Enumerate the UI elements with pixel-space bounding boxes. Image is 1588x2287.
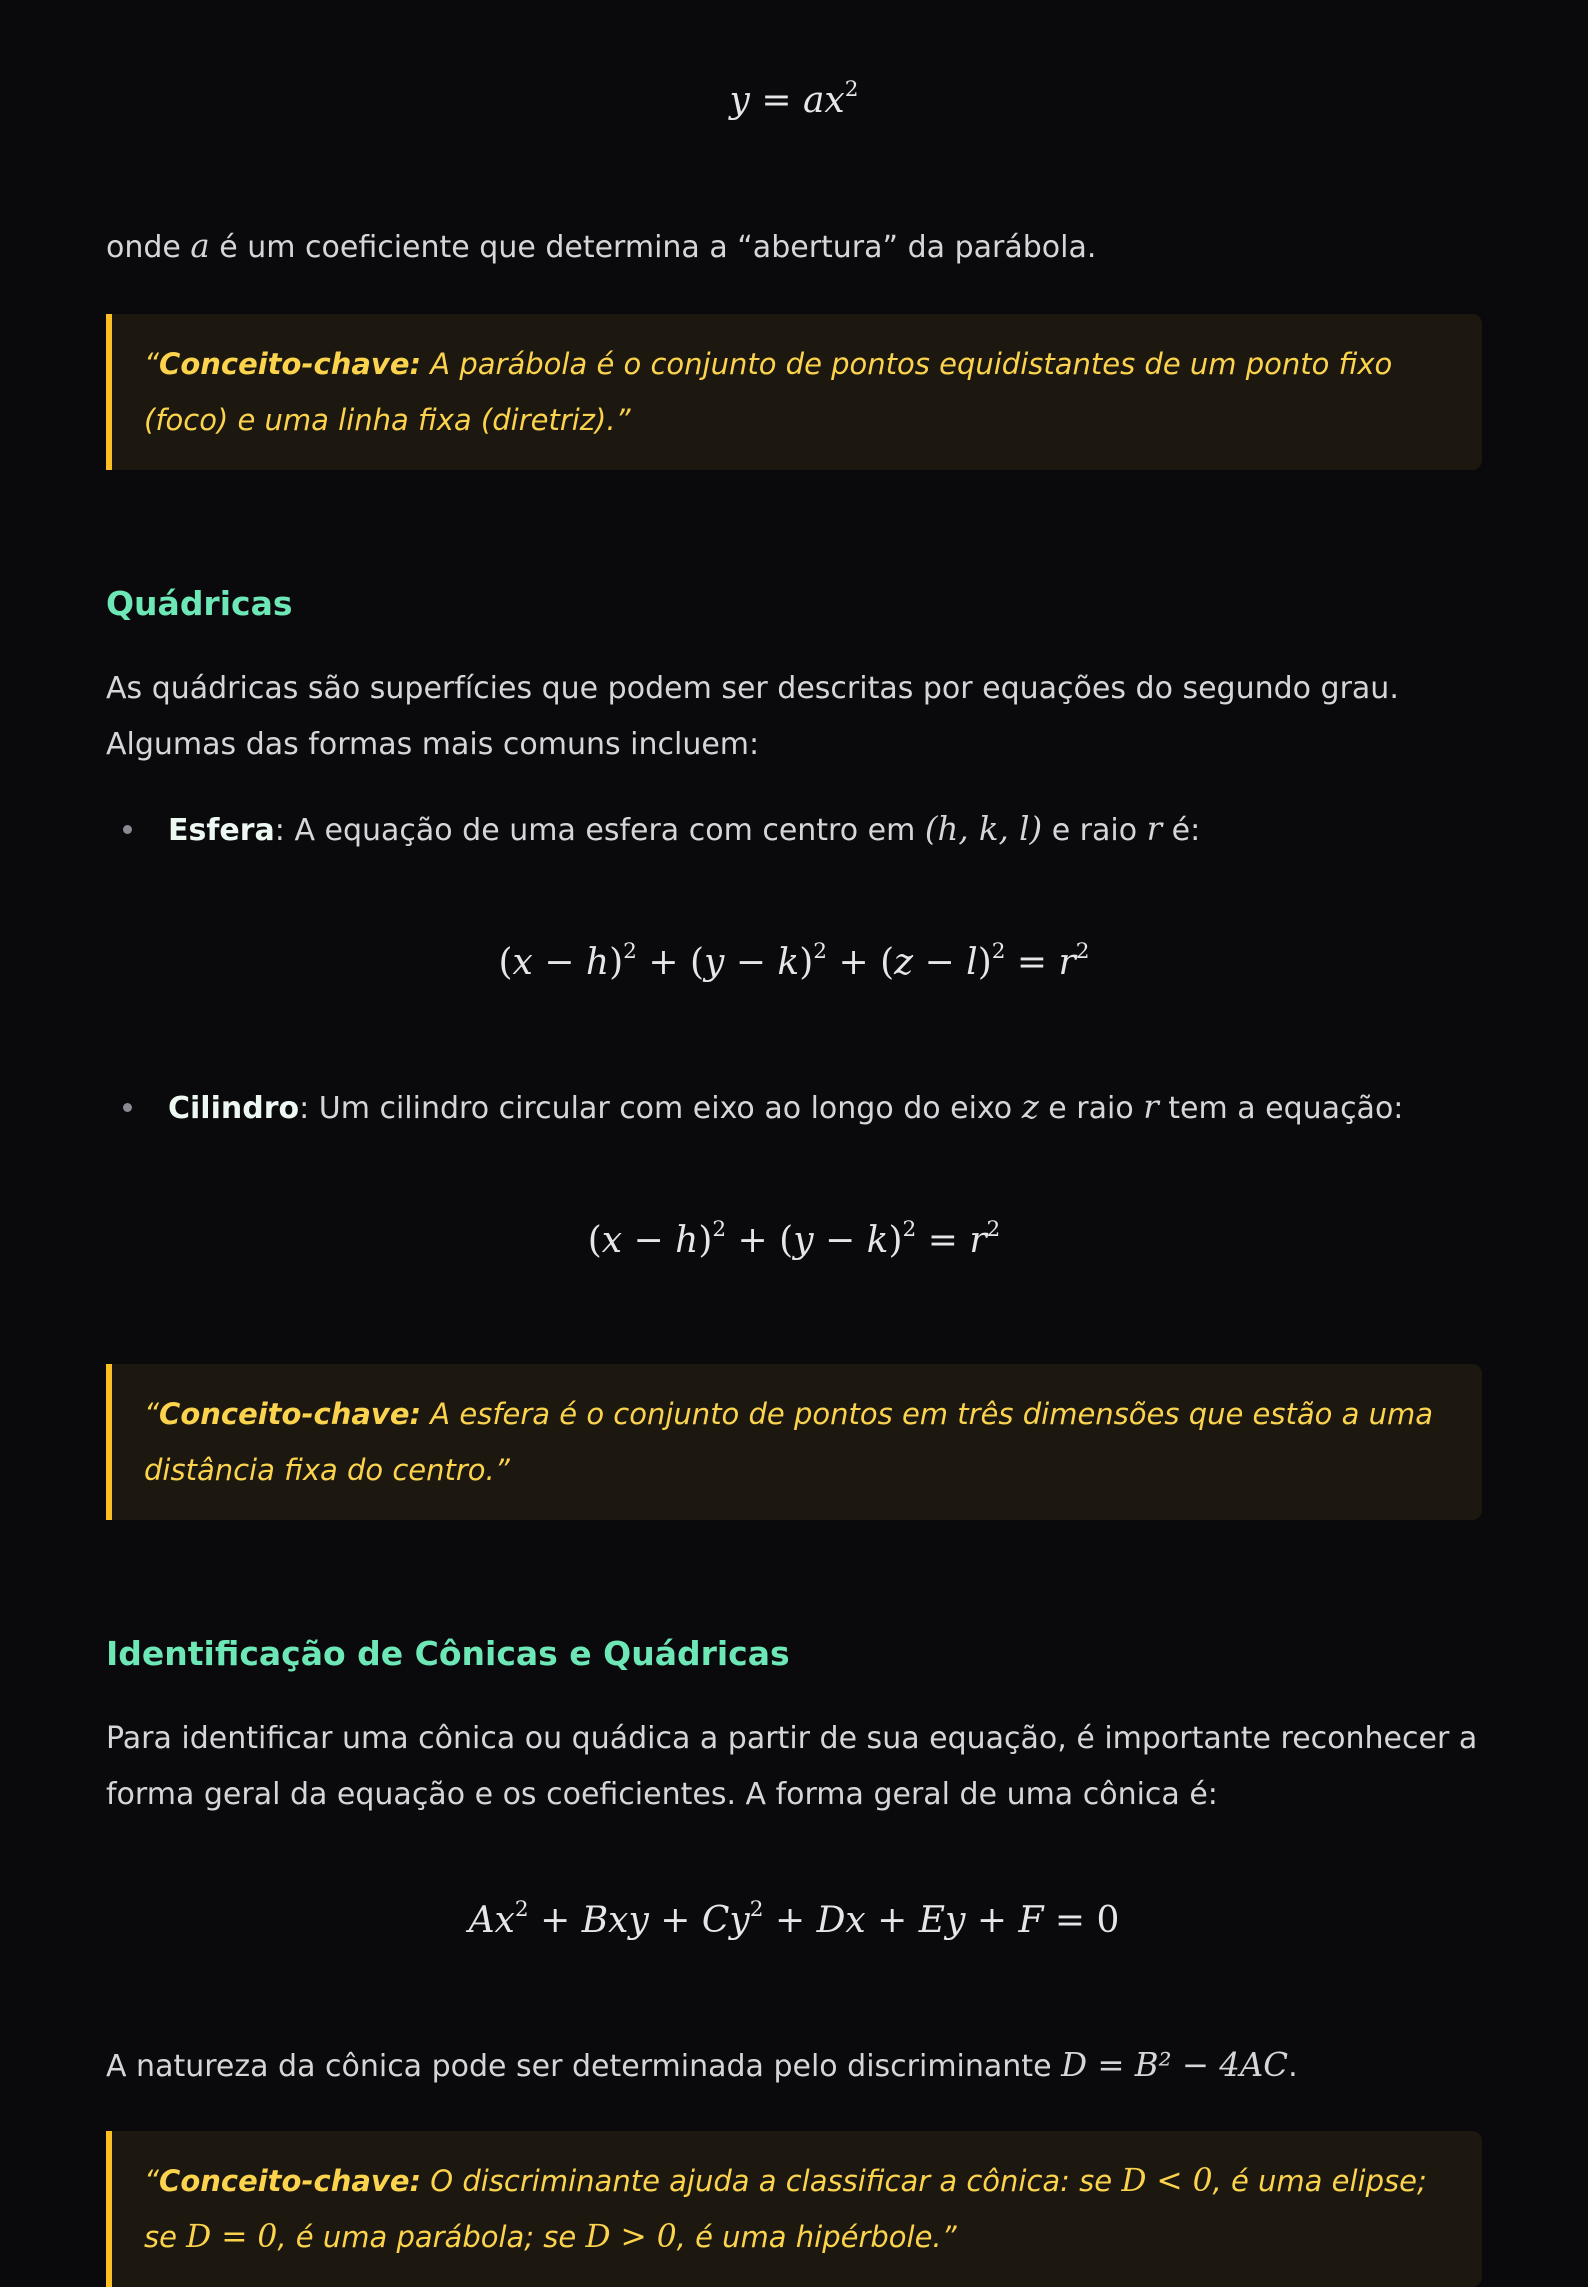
callout-text: A parábola é o conjunto de pontos equidistantes de um ponto fixo (foco) e uma linha fixa (diretriz).” xyxy=(144,347,1393,437)
quote-mark: “ xyxy=(144,347,160,381)
callout-text: , é uma elipse; se xyxy=(144,2164,1427,2254)
bullet-text: tem a equação: xyxy=(1158,1091,1404,1126)
callout-text: A esfera é o conjunto de pontos em três dimensões que estão a uma distância fixa do centro.” xyxy=(144,1397,1433,1487)
bullet-dot xyxy=(123,1103,132,1112)
equation-esfera: $(x - h)^2 + (y - k)^2 + (z - l)^2 = r^2$ xyxy=(498,938,1090,983)
bullet-label: Cilindro xyxy=(168,1091,300,1126)
condition-hiperbole: D > 0 xyxy=(585,2219,677,2255)
bullet-dot xyxy=(123,825,132,834)
heading-identificacao: Identificação de Cônicas e Quádricas xyxy=(106,1634,790,1673)
list-item-esfera xyxy=(106,801,1482,859)
sphere-radius: r xyxy=(1146,810,1163,848)
bullet-label: Esfera xyxy=(168,813,275,848)
variable-a: a xyxy=(190,227,210,265)
callout-label: Conceito-chave: xyxy=(159,347,422,381)
equation-conica: $Ax^2$ + Bxy + $Cy^2 + Dx + Ey + F = 0$ xyxy=(468,1896,1120,1941)
equation-parabola: $y = ax^2$ xyxy=(729,76,859,121)
callout-label: Conceito-chave: xyxy=(159,2164,422,2198)
bullet-text: é: xyxy=(1162,813,1201,848)
quadricas-intro: As quádricas são superfícies que podem ser descritas por equações do segundo grau. Algumas das formas mais comuns incluem: xyxy=(106,671,1399,762)
parabola-note xyxy=(106,218,1482,276)
parabola-note-text-end: é um coeficiente que determina a “abertura” da parábola. xyxy=(209,230,1097,265)
identificacao-intro: Para identificar uma cônica ou quádica a partir de sua equação, é importante reconhecer a forma geral da equação e os coeficientes. A forma geral de uma cônica é: xyxy=(106,1721,1478,1812)
condition-elipse: D < 0 xyxy=(1121,2163,1213,2199)
discriminante-note xyxy=(106,2037,1482,2095)
heading-quadricas: Quádricas xyxy=(106,584,293,623)
list-item-cilindro xyxy=(106,1079,1482,1137)
callout-discriminante xyxy=(106,2131,1482,2287)
callout-text: O discriminante ajuda a classificar a cônica: se xyxy=(421,2164,1122,2198)
callout-text: , é uma hipérbole.” xyxy=(676,2220,957,2254)
bullet-text: e raio xyxy=(1038,1091,1144,1126)
quote-mark: “ xyxy=(144,2164,160,2198)
bullet-text: : Um cilindro circular com eixo ao longo do eixo xyxy=(299,1091,1022,1126)
equation-cilindro: $(x - h)^2 + (y - k)^2 = r^2$ xyxy=(587,1216,1001,1261)
sphere-center: (h, k, l) xyxy=(924,810,1043,848)
discriminante-formula: D = B² − 4AC xyxy=(1061,2046,1289,2084)
quote-mark: “ xyxy=(144,1397,160,1431)
bullet-text: : A equação de uma esfera com centro em xyxy=(274,813,925,848)
parabola-note-text: onde xyxy=(106,230,191,265)
callout-parabola xyxy=(106,314,1482,470)
callout-esfera xyxy=(106,1364,1482,1520)
cylinder-radius: r xyxy=(1143,1088,1159,1126)
bullet-text: e raio xyxy=(1042,813,1147,848)
cylinder-axis: z xyxy=(1021,1088,1039,1126)
callout-text: , é uma parábola; se xyxy=(277,2220,586,2254)
discriminante-end: . xyxy=(1288,2049,1298,2084)
callout-label: Conceito-chave: xyxy=(159,1397,422,1431)
condition-parabola: D = 0 xyxy=(186,2219,278,2255)
discriminante-text: A natureza da cônica pode ser determinada pelo discriminante xyxy=(106,2049,1062,2084)
